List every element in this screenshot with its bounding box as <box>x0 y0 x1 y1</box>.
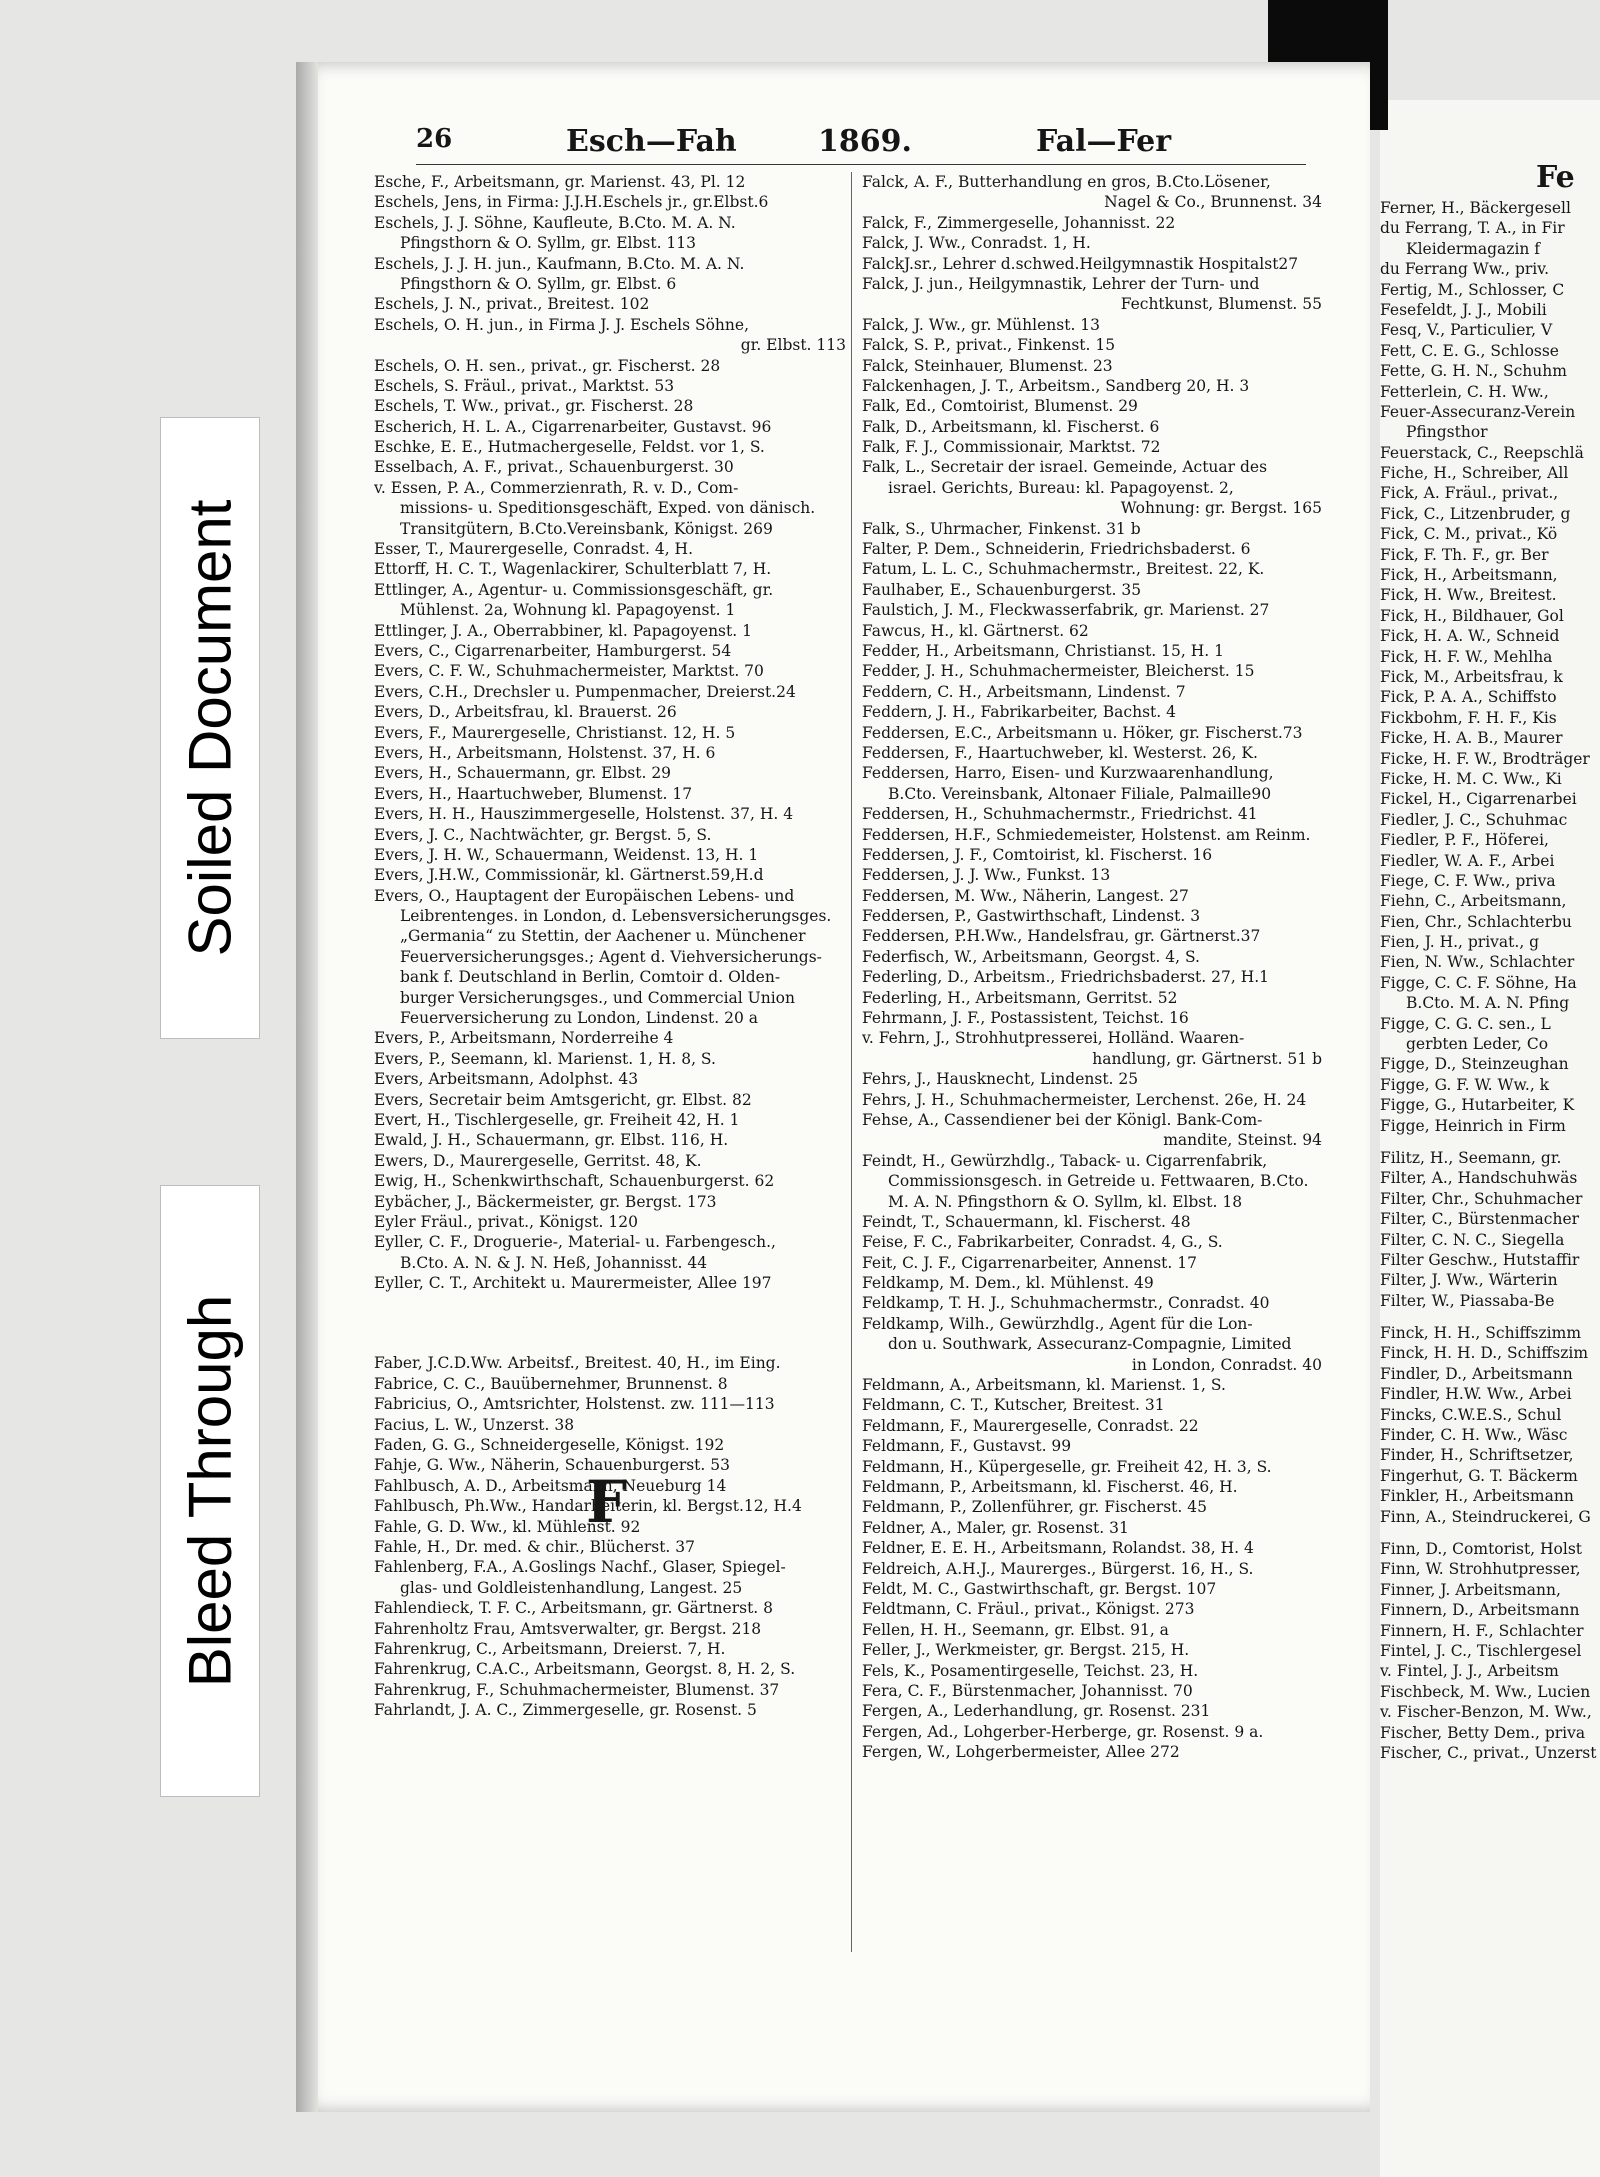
entry-line: Fahle, G. D. Ww., kl. Mühlenst. 92 <box>374 1517 641 1536</box>
entry-line: Filter, C., Bürstenmacher <box>1380 1210 1580 1229</box>
entry-line: Finn, D., Comtorist, Holst <box>1380 1540 1583 1558</box>
entry-line: M. A. N. Pfingsthorn & O. Syllm, kl. Elbst. 18 <box>888 1192 1243 1211</box>
entry-line: Fatum, L. L. C., Schuhmachermstr., Breitest. 22, K. <box>862 560 1265 579</box>
entry-line: Finn, W. Strohhutpresser, <box>1380 1560 1581 1579</box>
entry-line: Fesq, V., Particulier, V <box>1380 321 1553 340</box>
entry-line: Fehse, A., Cassendiener bei der Königl. Bank-Com- <box>862 1110 1263 1129</box>
entry-line: Finder, H., Schriftsetzer, <box>1380 1446 1574 1465</box>
entry-line: du Ferrang Ww., priv. <box>1380 260 1550 279</box>
entry-line: Evers, H., Schauermann, gr. Elbst. 29 <box>374 764 672 783</box>
entry-line: Findler, D., Arbeitsmann <box>1380 1364 1573 1383</box>
header-rule <box>416 164 1306 165</box>
entry-line: Ettlinger, A., Agentur- u. Commissionsgeschäft, gr. <box>374 580 774 599</box>
entry-line: v. Fehrn, J., Strohhutpresserei, Holländ. Waaren- <box>862 1029 1245 1048</box>
entry-line: Falck, J. Ww., Conradst. 1, H. <box>862 234 1091 253</box>
entry-line: Fahlendieck, T. F. C., Arbeitsmann, gr. Gärtnerst. 8 <box>374 1599 774 1618</box>
entry-line: Feddersen, P., Gastwirthschaft, Lindenst. 3 <box>862 907 1201 926</box>
entry-line: Fiedler, W. A. F., Arbei <box>1380 851 1555 870</box>
entry-line: Feuerstack, C., Reepschlä <box>1380 443 1584 462</box>
entry-line: Ferner, H., Bäckergesell <box>1380 199 1571 217</box>
entry-line: Feldmann, H., Küpergeselle, gr. Freiheit 42, H. 3, S. <box>862 1457 1272 1476</box>
entry-line: missions- u. Speditionsgeschäft, Exped. von dänisch. <box>400 499 816 518</box>
entry-line: B.Cto. A. N. & J. N. Heß, Johannisst. 44 <box>400 1253 708 1272</box>
entry-line: in London, Conradst. 40 <box>1131 1355 1322 1374</box>
entry-line: Feddersen, H.F., Schmiedemeister, Holstenst. am Reinm. <box>862 825 1311 844</box>
entry-line <box>374 1317 846 1329</box>
entry-line: Fiche, H., Schreiber, All <box>1380 464 1569 483</box>
entry-line: Fergen, A., Lederhandlung, gr. Rosenst. 231 <box>862 1702 1211 1721</box>
entry-line: Pfingsthorn & O. Syllm, gr. Elbst. 113 <box>400 234 697 253</box>
entry-line: Eschels, J. J. Söhne, Kaufleute, B.Cto. M. A. N. <box>374 213 736 232</box>
entry-line: Finck, H. H. D., Schiffszim <box>1380 1344 1589 1363</box>
entry-line: Fiehn, C., Arbeitsmann, <box>1380 892 1567 911</box>
entry-line: Feldmann, C. T., Kutscher, Breitest. 31 <box>862 1396 1165 1415</box>
entry-line: Evers, J. H. W., Schauermann, Weidenst. 13, H. 1 <box>374 845 759 864</box>
entry-line <box>1380 1136 1600 1148</box>
entry-line: Wohnung: gr. Bergst. 165 <box>1120 499 1322 518</box>
entry-line: Fechtkunst, Blumenst. 55 <box>1120 295 1322 314</box>
middle-column <box>862 172 1322 1762</box>
entry-line: B.Cto. Vereinsbank, Altonaer Filiale, Palmaille90 <box>888 784 1272 803</box>
entry-line: Evers, C.H., Drechsler u. Pumpenmacher, Dreierst.24 <box>374 682 796 701</box>
entry-line: Esche, F., Arbeitsmann, gr. Marienst. 43, Pl. 12 <box>374 173 746 191</box>
entry-line: Ewig, H., Schenkwirthschaft, Schauenburgerst. 62 <box>374 1172 775 1191</box>
entry-line: Feddersen, P.H.Ww., Handelsfrau, gr. Gärtnerst.37 <box>862 927 1261 946</box>
entry-line: Ettorff, H. C. T., Wagenlackirer, Schulterblatt 7, H. <box>374 560 772 579</box>
entry-line: Leibrentenges. in London, d. Lebensversicherungsges. <box>400 907 832 926</box>
entry-line: Federling, D., Arbeitsm., Friedrichsbaderst. 27, H.1 <box>862 968 1270 987</box>
entry-line: Fellen, H. H., Seemann, gr. Elbst. 91, a <box>862 1620 1169 1639</box>
entry-line: Falck, J. Ww., gr. Mühlenst. 13 <box>862 315 1101 334</box>
entry-line: Feuer-Assecuranz-Verein <box>1380 402 1576 421</box>
entry-line: „Germania“ zu Stettin, der Aachener u. Münchener <box>400 927 806 946</box>
entry-line: Feindt, H., Gewürzhdlg., Taback- u. Cigarrenfabrik, <box>862 1151 1268 1170</box>
entry-line: Falk, L., Secretair der israel. Gemeinde, Actuar des <box>862 458 1268 477</box>
entry-line: Evers, H., Arbeitsmann, Holstenst. 37, H. 6 <box>374 743 716 762</box>
entry-line: Falk, Ed., Comtoirist, Blumenst. 29 <box>862 397 1138 416</box>
entry-line: Figge, G., Hutarbeiter, K <box>1380 1096 1575 1115</box>
entry-line <box>374 1341 846 1353</box>
entry-line <box>1380 1311 1600 1323</box>
entry-line: Feddersen, J. J. Ww., Funkst. 13 <box>862 866 1111 885</box>
entry-line: Fick, P. A. A., Schiffsto <box>1380 688 1557 707</box>
entry-line: Fincks, C.W.E.S., Schul <box>1380 1405 1562 1424</box>
entry-line: Fett, C. E. G., Schlosse <box>1380 341 1559 360</box>
entry-line: Fien, N. Ww., Schlachter <box>1380 953 1575 972</box>
entry-line: Fahrenkrug, F., Schuhmachermeister, Blumenst. 37 <box>374 1680 780 1699</box>
entry-line: Fahle, H., Dr. med. & chir., Blücherst. 37 <box>374 1538 696 1556</box>
entry-line: Filter, Chr., Schuhmacher <box>1380 1189 1583 1208</box>
entry-line: Fahlbusch, Ph.Ww., Handarbeiterin, kl. Bergst.12, H.4 <box>374 1497 802 1516</box>
entry-line: Fick, H., Bildhauer, Gol <box>1380 606 1564 625</box>
entry-line: Fesefeldt, J. J., Mobili <box>1380 300 1547 319</box>
entry-line: Figge, Heinrich in Firm <box>1380 1116 1566 1135</box>
entry-line: Fels, K., Posamentirgeselle, Teichst. 23, H. <box>862 1661 1199 1680</box>
entry-line: mandite, Steinst. 94 <box>1163 1131 1322 1150</box>
entry-line: Feddersen, Harro, Eisen- und Kurzwaarenhandlung, <box>862 764 1274 783</box>
entry-line: Figge, C. C. F. Söhne, Ha <box>1380 973 1577 992</box>
entry-line: Ettlinger, J. A., Oberrabbiner, kl. Papagoyenst. 1 <box>374 621 752 640</box>
entry-line: Fahlbusch, A. D., Arbeitsmann, Neueburg 14 <box>374 1476 727 1495</box>
entry-line: Fiege, C. F. Ww., priva <box>1380 871 1556 890</box>
entry-line <box>374 1305 846 1317</box>
entry-line: Falck, J. jun., Heilgymnastik, Lehrer der Turn- und <box>862 274 1260 293</box>
entry-line: Feldkamp, M. Dem., kl. Mühlenst. 49 <box>862 1274 1154 1293</box>
entry-line <box>1380 1527 1600 1539</box>
facing-page-column <box>1380 198 1600 1763</box>
entry-line: Falck, S. P., privat., Finkenst. 15 <box>862 336 1116 355</box>
entry-line: Fawcus, H., kl. Gärtnerst. 62 <box>862 621 1089 640</box>
entry-line: Fahje, G. Ww., Näherin, Schauenburgerst. 53 <box>374 1456 730 1475</box>
entry-line: v. Essen, P. A., Commerzienrath, R. v. D., Com- <box>374 478 739 497</box>
entry-line: Finnern, D., Arbeitsmann <box>1380 1601 1580 1620</box>
entry-line: Evers, Secretair beim Amtsgericht, gr. Elbst. 82 <box>374 1090 752 1109</box>
entry-line: handlung, gr. Gärtnerst. 51 b <box>1092 1049 1322 1068</box>
entry-line: Evers, O., Hauptagent der Europäischen Lebens- und <box>374 886 795 905</box>
bleed-through-tag <box>160 1185 260 1797</box>
entry-line: Fischer, Betty Dem., priva <box>1380 1723 1586 1742</box>
entry-line: don u. Southwark, Assecuranz-Compagnie, Limited <box>888 1335 1292 1354</box>
entry-line: Finnern, H. F., Schlachter <box>1380 1621 1584 1640</box>
entry-line: Fehrs, J. H., Schuhmachermeister, Lerchenst. 26e, H. 24 <box>862 1090 1307 1109</box>
entry-line: Fischer, C., privat., Unzerst <box>1380 1743 1597 1762</box>
entry-line: Filter, A., Handschuhwäs <box>1380 1169 1578 1188</box>
entry-line: Eyller, C. F., Droguerie-, Material- u. Farbengesch., <box>374 1233 776 1252</box>
entry-line: Fick, C., Litzenbruder, g <box>1380 504 1571 523</box>
entry-line: Filter, C. N. C., Siegella <box>1380 1230 1565 1249</box>
entry-line: Fahlenberg, F.A., A.Goslings Nachf., Glaser, Spiegel- <box>374 1558 786 1577</box>
entry-line: Eyller, C. T., Architekt u. Maurermeister, Allee 197 <box>374 1274 772 1293</box>
entry-line: Finn, A., Steindruckerei, G <box>1380 1507 1591 1526</box>
entry-line: Esser, T., Maurergeselle, Conradst. 4, H. <box>374 540 693 559</box>
entry-line: Fabricius, O., Amtsrichter, Holstenst. zw. 111—113 <box>374 1395 775 1414</box>
entry-line: Fiedler, J. C., Schuhmac <box>1380 810 1568 829</box>
entry-line: Finck, H. H., Schiffszimm <box>1380 1324 1582 1343</box>
entry-line: Fertig, M., Schlosser, C <box>1380 280 1565 299</box>
entry-line: Faden, G. G., Schneidergeselle, Königst. 192 <box>374 1436 725 1455</box>
entry-line: Evers, Arbeitsmann, Adolphst. 43 <box>374 1070 639 1089</box>
entry-line: Fehrs, J., Hausknecht, Lindenst. 25 <box>862 1070 1139 1089</box>
entry-line: Eyler Fräul., privat., Königst. 120 <box>374 1212 638 1231</box>
entry-line: Feldtmann, C. Fräul., privat., Königst. 273 <box>862 1600 1195 1619</box>
entry-line: Escherich, H. L. A., Cigarrenarbeiter, Gustavst. 96 <box>374 417 772 436</box>
entry-line: Feddern, C. H., Arbeitsmann, Lindenst. 7 <box>862 682 1186 701</box>
entry-line: Evers, H. H., Hauszimmergeselle, Holstenst. 37, H. 4 <box>374 805 794 824</box>
entry-line: Fischbeck, M. Ww., Lucien <box>1380 1682 1591 1701</box>
entry-line: Figge, C. G. C. sen., L <box>1380 1014 1551 1033</box>
entry-line: Fick, H. Ww., Breitest. <box>1380 586 1557 605</box>
entry-line: Pfingsthorn & O. Syllm, gr. Elbst. 6 <box>400 274 677 293</box>
entry-line: Fien, J. H., privat., g <box>1380 933 1540 952</box>
entry-line: Esselbach, A. F., privat., Schauenburgerst. 30 <box>374 458 734 477</box>
entry-line: Fintel, J. C., Tischlergesel <box>1380 1641 1582 1660</box>
entry-line: Falck, F., Zimmergeselle, Johannisst. 22 <box>862 213 1176 232</box>
bleed-through-label: Bleed Through <box>176 1294 244 1688</box>
entry-line: Figge, G. F. W. Ww., k <box>1380 1075 1550 1094</box>
entry-line: Filter Geschw., Hutstaffir <box>1380 1250 1580 1269</box>
entry-line: Feddersen, H., Schuhmachermstr., Friedrichst. 41 <box>862 805 1258 824</box>
page-header <box>416 124 1336 164</box>
entry-line: v. Fintel, J. J., Arbeitsm <box>1380 1662 1559 1681</box>
entry-line: gerbten Leder, Co <box>1406 1035 1549 1054</box>
entry-line: v. Fischer-Benzon, M. Ww., <box>1380 1703 1592 1722</box>
entry-line: Feldmann, F., Gustavst. 99 <box>862 1437 1072 1456</box>
entry-line: Fahrenkrug, C., Arbeitsmann, Dreierst. 7, H. <box>374 1639 726 1658</box>
entry-line: Eschels, S. Fräul., privat., Marktst. 53 <box>374 376 675 395</box>
entry-line: Falck, Steinhauer, Blumenst. 23 <box>862 356 1113 375</box>
entry-line: Fahrlandt, J. A. C., Zimmergeselle, gr. Rosenst. 5 <box>374 1701 757 1720</box>
entry-line: Feuerversicherungsges.; Agent d. Viehversicherungs- <box>400 947 822 966</box>
entry-line: Fick, C. M., privat., Kö <box>1380 525 1558 544</box>
entry-line: Eschke, E. E., Hutmachergeselle, Feldst. vor 1, S. <box>374 438 765 457</box>
entry-line: Feindt, T., Schauermann, kl. Fischerst. 48 <box>862 1212 1191 1231</box>
entry-line: Ficke, H. A. B., Maurer <box>1380 729 1563 748</box>
entry-line: Fickbohm, F. H. F., Kis <box>1380 708 1557 727</box>
entry-line: Faulhaber, E., Schauenburgerst. 35 <box>862 580 1142 599</box>
entry-line: Filitz, H., Seemann, gr. <box>1380 1148 1562 1167</box>
entry-line: Fehrmann, J. F., Postassistent, Teichst. 16 <box>862 1009 1189 1028</box>
entry-line: Feldreich, A.H.J., Maurerges., Bürgerst. 16, H., S. <box>862 1559 1254 1578</box>
entry-line: Faber, J.C.D.Ww. Arbeitsf., Breitest. 40, H., im Eing. <box>374 1354 781 1373</box>
entry-line: Eschels, Jens, in Firma: J.J.H.Eschels jr., gr.Elbst.6 <box>374 193 769 212</box>
entry-line: Federling, H., Arbeitsmann, Gerritst. 52 <box>862 988 1178 1007</box>
entry-line: Fick, H. A. W., Schneid <box>1380 627 1560 646</box>
entry-line: Evers, J.H.W., Commissionär, kl. Gärtnerst.59,H.d <box>374 866 764 885</box>
left-catchword: Esch—Fah <box>566 124 737 159</box>
page-number: 26 <box>416 124 453 154</box>
entry-line: burger Versicherungsges., und Commercial Union <box>400 988 795 1007</box>
entry-line: Feddern, J. H., Fabrikarbeiter, Bachst. 4 <box>862 703 1176 722</box>
entry-line: Finder, C. H. Ww., Wäsc <box>1380 1426 1568 1445</box>
entry-line: Eschels, O. H. jun., in Firma J. J. Eschels Söhne, <box>374 315 749 334</box>
entry-line: glas- und Goldleistenhandlung, Langest. 25 <box>400 1578 743 1597</box>
soiled-document-tag <box>160 417 260 1039</box>
entry-line: Eschels, J. J. H. jun., Kaufmann, B.Cto. M. A. N. <box>374 254 745 273</box>
entry-line: Evers, C., Cigarrenarbeiter, Hamburgerst. 54 <box>374 641 732 660</box>
entry-line: Fiedler, P. F., Höferei, <box>1380 831 1549 850</box>
entry-line: Filter, J. Ww., Wärterin <box>1380 1271 1558 1290</box>
entry-line: Evers, C. F. W., Schuhmachermeister, Marktst. 70 <box>374 662 764 681</box>
entry-line <box>374 1293 846 1305</box>
entry-line: Pfingsthor <box>1406 423 1488 442</box>
entry-line: Nagel & Co., Brunnenst. 34 <box>1104 193 1322 212</box>
entry-line: Facius, L. W., Unzerst. 38 <box>374 1415 575 1434</box>
entry-line: Feldt, M. C., Gastwirthschaft, gr. Bergst. 107 <box>862 1579 1217 1598</box>
entry-line: Finner, J. Arbeitsmann, <box>1380 1580 1561 1599</box>
entry-line: Feldner, E. E. H., Arbeitsmann, Rolandst. 38, H. 4 <box>862 1539 1254 1558</box>
entry-line: Transitgütern, B.Cto.Vereinsbank, Königst. 269 <box>400 519 773 538</box>
entry-line: Fick, H. F. W., Mehlha <box>1380 647 1553 666</box>
entry-line: Eschels, T. Ww., privat., gr. Fischerst. 28 <box>374 397 694 416</box>
entry-line: Fickel, H., Cigarrenarbei <box>1380 790 1577 809</box>
entry-line: Evert, H., Tischlergeselle, gr. Freiheit 42, H. 1 <box>374 1110 740 1129</box>
entry-line: Feuerversicherung zu London, Lindenst. 20 a <box>400 1009 758 1028</box>
entry-line: Falk, D., Arbeitsmann, kl. Fischerst. 6 <box>862 417 1160 436</box>
entry-line: Kleidermagazin f <box>1406 239 1541 258</box>
entry-line: Fergen, W., Lohgerbermeister, Allee 272 <box>862 1743 1180 1762</box>
entry-line: Evers, D., Arbeitsfrau, kl. Brauerst. 26 <box>374 703 677 722</box>
entry-line: Fedder, J. H., Schuhmachermeister, Bleicherst. 15 <box>862 662 1255 681</box>
entry-line: Eybächer, J., Bäckermeister, gr. Bergst. 173 <box>374 1192 717 1211</box>
entry-line: Mühlenst. 2a, Wohnung kl. Papagoyenst. 1 <box>400 601 736 620</box>
entry-line: Feddersen, J. F., Comtoirist, kl. Fischerst. 16 <box>862 845 1213 864</box>
facing-page <box>1380 100 1600 2177</box>
entry-line: Falck, A. F., Butterhandlung en gros, B.Cto.Lösener, <box>862 173 1271 191</box>
entry-line: Evers, F., Maurergeselle, Christianst. 12, H. 5 <box>374 723 736 742</box>
entry-line: Evers, P., Arbeitsmann, Norderreihe 4 <box>374 1029 674 1048</box>
column-divider <box>851 172 852 1952</box>
entry-line: Feldkamp, T. H. J., Schuhmachermstr., Conradst. 40 <box>862 1294 1270 1313</box>
entry-line: Fick, M., Arbeitsfrau, k <box>1380 667 1563 686</box>
page-gutter <box>296 62 318 2112</box>
entry-line: Falter, P. Dem., Schneiderin, Friedrichsbaderst. 6 <box>862 540 1251 559</box>
entry-line: Fabrice, C. C., Bauübernehmer, Brunnenst. 8 <box>374 1374 728 1393</box>
entry-line: gr. Elbst. 113 <box>740 336 846 355</box>
entry-line: Finkler, H., Arbeitsmann <box>1380 1487 1574 1506</box>
entry-line: Falk, F. J., Commissionair, Marktst. 72 <box>862 438 1161 457</box>
entry-line: Eschels, O. H. sen., privat., gr. Fischerst. 28 <box>374 356 721 375</box>
entry-line: Feddersen, M. Ww., Näherin, Langest. 27 <box>862 886 1189 905</box>
entry-line: FalckJ.sr., Lehrer d.schwed.Heilgymnastik Hospitalst27 <box>862 254 1299 273</box>
entry-line: Filter, W., Piassaba-Be <box>1380 1291 1555 1310</box>
entry-line: Fick, F. Th. F., gr. Ber <box>1380 545 1549 564</box>
year: 1869. <box>818 124 912 159</box>
entry-line: Fick, A. Fräul., privat., <box>1380 484 1559 503</box>
entry-line: Faulstich, J. M., Fleckwasserfabrik, gr. Marienst. 27 <box>862 601 1270 620</box>
entry-line: Feit, C. J. F., Cigarrenarbeiter, Annenst. 17 <box>862 1253 1197 1272</box>
entry-line: B.Cto. M. A. N. Pfing <box>1406 994 1570 1013</box>
entry-line: Feldner, A., Maler, gr. Rosenst. 31 <box>862 1518 1129 1537</box>
entry-line: Findler, H.W. Ww., Arbei <box>1380 1385 1572 1404</box>
entry-line: Ficke, H. M. C. Ww., Ki <box>1380 769 1562 788</box>
entry-line: Falk, S., Uhrmacher, Finkenst. 31 b <box>862 519 1141 538</box>
entry-line: Feldkamp, Wilh., Gewürzhdlg., Agent für die Lon- <box>862 1314 1253 1333</box>
entry-line: Feldmann, P., Zollenführer, gr. Fischerst. 45 <box>862 1498 1207 1517</box>
entry-line: Feise, F. C., Fabrikarbeiter, Conradst. 4, G., S. <box>862 1233 1223 1252</box>
soiled-document-label: Soiled Document <box>176 499 244 957</box>
entry-line: Fahrenholtz Frau, Amtsverwalter, gr. Bergst. 218 <box>374 1619 762 1638</box>
entry-line: Feddersen, F., Haartuchweber, kl. Westerst. 26, K. <box>862 743 1258 762</box>
entry-line: Evers, H., Haartuchweber, Blumenst. 17 <box>374 784 693 803</box>
entry-line: israel. Gerichts, Bureau: kl. Papagoyenst. 2, <box>888 478 1234 497</box>
entry-line: Feddersen, E.C., Arbeitsmann u. Höker, gr. Fischerst.73 <box>862 723 1303 742</box>
entry-line: Fera, C. F., Bürstenmacher, Johannisst. 70 <box>862 1681 1193 1700</box>
entry-line: bank f. Deutschland in Berlin, Comtoir d. Olden- <box>400 968 781 987</box>
entry-line: Fick, H., Arbeitsmann, <box>1380 566 1558 585</box>
entry-line: Federfisch, W., Arbeitsmann, Georgst. 4, S. <box>862 947 1200 966</box>
entry-line: Ewald, J. H., Schauermann, gr. Elbst. 116, H. <box>374 1131 729 1150</box>
entry-line: Feldmann, A., Arbeitsmann, kl. Marienst. 1, S. <box>862 1376 1226 1395</box>
entry-line: Fedder, H., Arbeitsmann, Christianst. 15, H. 1 <box>862 641 1224 660</box>
entry-line: Feller, J., Werkmeister, gr. Bergst. 215, H. <box>862 1641 1190 1660</box>
entry-line: Evers, P., Seemann, kl. Marienst. 1, H. 8, S. <box>374 1049 716 1068</box>
entry-line: Feldmann, P., Arbeitsmann, kl. Fischerst. 46, H. <box>862 1478 1238 1496</box>
right-catchword: Fal—Fer <box>1036 124 1172 159</box>
facing-page-header: Fe <box>1536 160 1575 195</box>
entry-line: Feldmann, F., Maurergeselle, Conradst. 22 <box>862 1416 1199 1435</box>
entry-line: Falckenhagen, J. T., Arbeitsm., Sandberg 20, H. 3 <box>862 376 1250 395</box>
entry-line: Fien, Chr., Schlachterbu <box>1380 912 1572 931</box>
entry-line: Eschels, J. N., privat., Breitest. 102 <box>374 295 650 314</box>
entry-line: Fahrenkrug, C.A.C., Arbeitsmann, Georgst. 8, H. 2, S. <box>374 1660 796 1679</box>
entry-line: du Ferrang, T. A., in Fir <box>1380 219 1565 238</box>
entry-line: Commissionsgesch. in Getreide u. Fettwaaren, B.Cto. <box>888 1172 1309 1191</box>
entry-line: Fetterlein, C. H. Ww., <box>1380 382 1549 401</box>
entry-line: Figge, D., Steinzeughan <box>1380 1055 1569 1074</box>
entry-line <box>374 1329 846 1341</box>
entry-line: Fette, G. H. N., Schuhm <box>1380 362 1567 381</box>
entry-line: Evers, J. C., Nachtwächter, gr. Bergst. 5, S. <box>374 825 712 844</box>
section-initial: F <box>586 1468 628 1536</box>
entry-line: Ewers, D., Maurergeselle, Gerritst. 48, K. <box>374 1151 702 1170</box>
entry-line: Fergen, Ad., Lohgerber-Herberge, gr. Rosenst. 9 a. <box>862 1722 1264 1741</box>
entry-line: Fingerhut, G. T. Bäckerm <box>1380 1466 1578 1485</box>
entry-line: Ficke, H. F. W., Brodträger <box>1380 749 1590 768</box>
